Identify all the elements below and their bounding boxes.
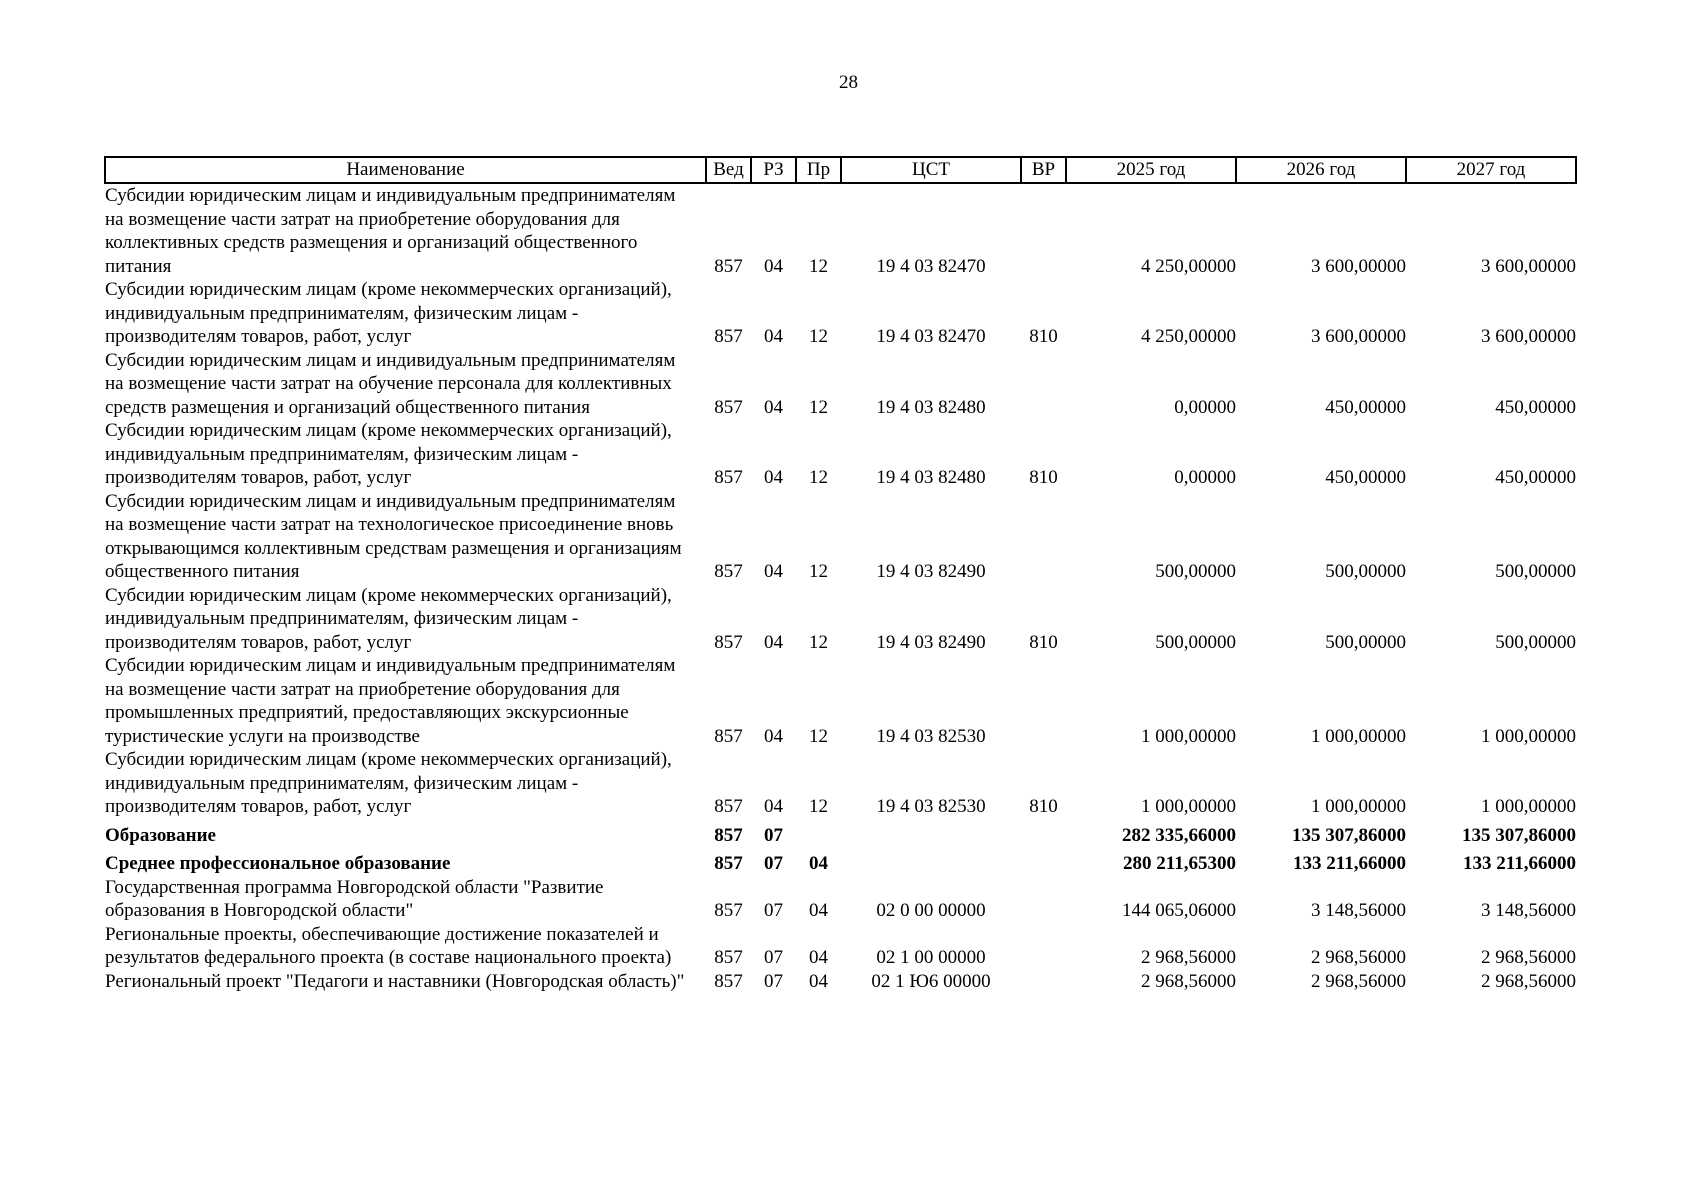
row-amount-2026: 135 307,86000: [1292, 824, 1406, 846]
row-amount-2025: 4 250,00000: [1141, 326, 1236, 347]
row-amount-2027: 450,00000: [1495, 396, 1576, 418]
row-name: Субсидии юридическим лицам (кроме некоммерческих организаций), индивидуальным предпринимателям, физическим лицам - производителям товаров, работ, услуг: [105, 749, 672, 817]
row-ved: 857: [714, 255, 743, 277]
row-vr: 810: [1029, 796, 1058, 817]
row-cst: 19 4 03 82470: [876, 326, 986, 347]
row-amount-2027: 1 000,00000: [1481, 796, 1576, 817]
row-name: Государственная программа Новгородской области "Развитие образования в Новгородской области": [105, 876, 604, 921]
row-amount-2025: 500,00000: [1155, 561, 1236, 582]
row-cst: 19 4 03 82490: [876, 631, 986, 653]
row-amount-2026: 1 000,00000: [1311, 725, 1406, 747]
table-row: [105, 748, 1576, 819]
row-ved: 857: [714, 561, 743, 582]
header-ved: Вед: [706, 157, 751, 183]
row-amount-2025: 4 250,00000: [1141, 255, 1236, 277]
row-vr: 810: [1029, 326, 1058, 347]
row-vr: 810: [1029, 467, 1058, 488]
row-vr: [1021, 847, 1066, 876]
row-cst: 19 4 03 82530: [876, 725, 986, 747]
header-vr: ВР: [1021, 157, 1066, 183]
row-name: Субсидии юридическим лицам (кроме некоммерческих организаций), индивидуальным предпринимателям, физическим лицам - производителям товаров, работ, услуг: [105, 279, 672, 347]
header-cst: ЦСТ: [841, 157, 1021, 183]
table-row: [105, 278, 1576, 349]
row-amount-2027: 500,00000: [1495, 561, 1576, 582]
table-row: [105, 847, 1576, 876]
row-amount-2026: 450,00000: [1325, 396, 1406, 418]
row-amount-2027: 3 600,00000: [1481, 255, 1576, 277]
row-rz: 04: [764, 796, 783, 817]
header-2025: 2025 год: [1066, 157, 1236, 183]
header-2027: 2027 год: [1406, 157, 1576, 183]
row-name: Среднее профессиональное образование: [105, 853, 451, 874]
row-amount-2025: 1 000,00000: [1141, 796, 1236, 817]
row-name: Образование: [105, 824, 216, 846]
row-amount-2027: 450,00000: [1495, 467, 1576, 488]
page-number: 28: [839, 72, 858, 93]
row-rz: 07: [764, 900, 783, 921]
row-rz: 04: [764, 561, 783, 582]
table-row: [105, 970, 1576, 994]
row-amount-2026: 2 968,56000: [1311, 970, 1406, 992]
row-amount-2025: 1 000,00000: [1141, 725, 1236, 747]
table-row: [105, 584, 1576, 655]
row-cst: [841, 847, 1021, 876]
row-ved: 857: [714, 947, 743, 968]
table-row: [105, 819, 1576, 848]
row-name: Региональные проекты, обеспечивающие достижение показателей и результатов федерального проекта (в составе национального проекта): [105, 923, 672, 968]
row-name: Субсидии юридическим лицам и индивидуальным предпринимателям на возмещение части затрат на технологическое присоединение вновь открывающимся коллективным средствам размещения и организациям общественного питания: [105, 490, 682, 582]
row-ved: 857: [714, 631, 743, 653]
row-vr: [1021, 819, 1066, 848]
row-pr: 12: [809, 467, 828, 488]
row-amount-2026: 500,00000: [1325, 631, 1406, 653]
row-amount-2026: 450,00000: [1325, 467, 1406, 488]
row-amount-2025: 2 968,56000: [1141, 970, 1236, 992]
row-pr: 12: [809, 725, 828, 747]
row-pr: 12: [809, 255, 828, 277]
row-rz: 04: [764, 396, 783, 418]
row-cst: 19 4 03 82490: [876, 561, 986, 582]
row-name: Субсидии юридическим лицам (кроме некоммерческих организаций), индивидуальным предпринимателям, физическим лицам - производителям товаров, работ, услуг: [105, 584, 672, 653]
row-amount-2026: 2 968,56000: [1311, 947, 1406, 968]
row-amount-2027: 133 211,66000: [1463, 853, 1576, 874]
row-cst: 19 4 03 82480: [876, 467, 986, 488]
row-amount-2025: 280 211,65300: [1123, 853, 1236, 874]
row-amount-2026: 3 148,56000: [1311, 900, 1406, 921]
table-header: [105, 157, 1576, 183]
row-amount-2027: 1 000,00000: [1481, 725, 1576, 747]
row-ved: 857: [714, 824, 743, 846]
row-rz: 04: [764, 467, 783, 488]
row-vr: [1021, 349, 1066, 420]
row-rz: 04: [764, 725, 783, 747]
row-vr: [1021, 183, 1066, 278]
row-rz: 04: [764, 255, 783, 277]
header-name: Наименование: [105, 157, 706, 183]
header-rz: РЗ: [751, 157, 796, 183]
row-pr: 04: [809, 947, 828, 968]
row-rz: 04: [764, 631, 783, 653]
row-cst: 19 4 03 82470: [876, 255, 986, 277]
row-cst: 02 1 Ю6 00000: [871, 970, 991, 992]
row-pr: 12: [809, 631, 828, 653]
row-pr: 12: [809, 396, 828, 418]
row-pr: 04: [809, 853, 828, 874]
row-vr: [1021, 970, 1066, 994]
row-amount-2027: 3 148,56000: [1481, 900, 1576, 921]
row-name: Субсидии юридическим лицам (кроме некоммерческих организаций), индивидуальным предпринимателям, физическим лицам - производителям товаров, работ, услуг: [105, 420, 672, 488]
row-cst: 02 0 00 00000: [876, 900, 986, 921]
row-amount-2025: 0,00000: [1174, 467, 1236, 488]
row-amount-2027: 500,00000: [1495, 631, 1576, 653]
row-rz: 07: [764, 824, 783, 846]
row-cst: 19 4 03 82530: [876, 796, 986, 817]
row-rz: 07: [764, 947, 783, 968]
row-amount-2025: 2 968,56000: [1141, 947, 1236, 968]
row-ved: 857: [714, 900, 743, 921]
row-amount-2027: 2 968,56000: [1481, 947, 1576, 968]
row-name: Субсидии юридическим лицам и индивидуальным предпринимателям на возмещение части затрат на приобретение оборудования для промышленных предприятий, предоставляющих экскурсионные туристические услуги на производстве: [105, 655, 676, 747]
row-ved: 857: [714, 796, 743, 817]
row-amount-2027: 135 307,86000: [1462, 824, 1576, 846]
row-amount-2025: 500,00000: [1155, 631, 1236, 653]
row-ved: 857: [714, 970, 743, 992]
table-row: [105, 419, 1576, 490]
table-body: [105, 183, 1576, 993]
row-amount-2026: 3 600,00000: [1311, 326, 1406, 347]
row-rz: 04: [764, 326, 783, 347]
row-rz: 07: [764, 970, 783, 992]
table-row: [105, 490, 1576, 584]
row-pr: 04: [809, 900, 828, 921]
row-ved: 857: [714, 396, 743, 418]
table-row: [105, 183, 1576, 278]
header-row: [105, 157, 1576, 183]
row-ved: 857: [714, 853, 743, 874]
row-amount-2026: 500,00000: [1325, 561, 1406, 582]
row-ved: 857: [714, 326, 743, 347]
row-name: Субсидии юридическим лицам и индивидуальным предпринимателям на возмещение части затрат на обучение персонала для коллективных средств размещения и организаций общественного питания: [105, 349, 676, 418]
budget-table: [104, 156, 1577, 993]
row-vr: [1021, 923, 1066, 970]
row-pr: 12: [809, 796, 828, 817]
row-rz: 07: [764, 853, 783, 874]
row-pr: [796, 819, 841, 848]
row-ved: 857: [714, 725, 743, 747]
row-amount-2026: 133 211,66000: [1293, 853, 1406, 874]
header-pr: Пр: [796, 157, 841, 183]
row-ved: 857: [714, 467, 743, 488]
row-name: Субсидии юридическим лицам и индивидуальным предпринимателям на возмещение части затрат на приобретение оборудования для коллективных средств размещения и организаций общественного питания: [105, 185, 676, 277]
table-row: [105, 654, 1576, 748]
row-amount-2026: 1 000,00000: [1311, 796, 1406, 817]
row-pr: 04: [809, 970, 828, 992]
row-amount-2027: 2 968,56000: [1481, 970, 1576, 992]
row-cst: 02 1 00 00000: [876, 947, 986, 968]
row-pr: 12: [809, 326, 828, 347]
row-cst: [841, 819, 1021, 848]
row-vr: [1021, 490, 1066, 584]
row-cst: 19 4 03 82480: [876, 396, 986, 418]
row-pr: 12: [809, 561, 828, 582]
row-amount-2027: 3 600,00000: [1481, 326, 1576, 347]
row-amount-2026: 3 600,00000: [1311, 255, 1406, 277]
table-row: [105, 923, 1576, 970]
table-row: [105, 876, 1576, 923]
header-2026: 2026 год: [1236, 157, 1406, 183]
row-amount-2025: 282 335,66000: [1122, 824, 1236, 846]
table-row: [105, 349, 1576, 420]
row-vr: 810: [1029, 631, 1058, 653]
row-vr: [1021, 876, 1066, 923]
row-amount-2025: 144 065,06000: [1122, 900, 1236, 921]
row-vr: [1021, 654, 1066, 748]
row-amount-2025: 0,00000: [1174, 396, 1236, 418]
row-name: Региональный проект "Педагоги и наставники (Новгородская область)": [105, 970, 685, 992]
